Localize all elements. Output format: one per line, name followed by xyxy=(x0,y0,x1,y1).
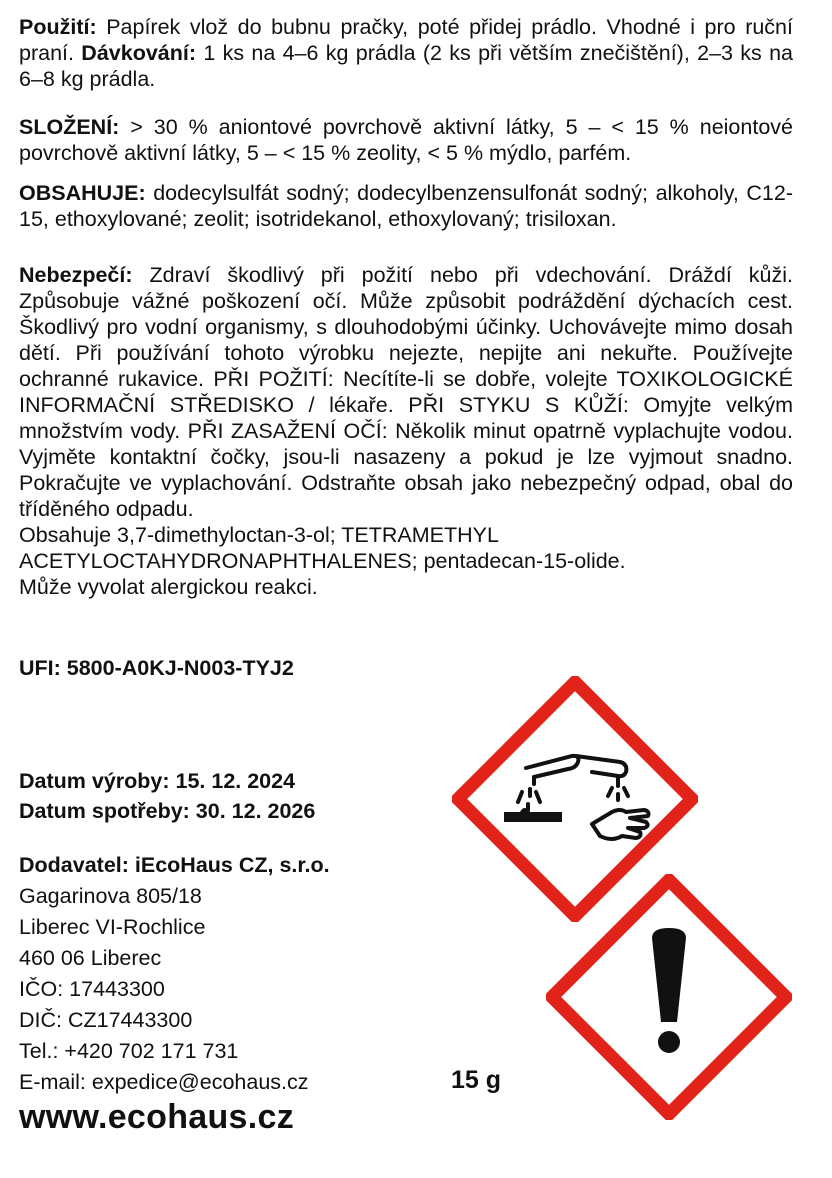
production-date: Datum výroby: 15. 12. 2024 xyxy=(19,769,296,793)
supplier-street: Gagarinova 805/18 xyxy=(19,884,202,908)
usage-label: Použití: xyxy=(19,15,97,39)
website-url: www.ecohaus.cz xyxy=(19,1098,295,1136)
supplier-city: 460 06 Liberec xyxy=(19,946,162,970)
contains-paragraph xyxy=(19,180,793,232)
dosage-text: 1 ks na 4–6 kg prádla (2 ks při větším znečištění), 2–3 ks na 6–8 kg prádla. xyxy=(19,41,793,91)
contains-label: OBSAHUJE: xyxy=(19,181,146,205)
net-weight: 15 g xyxy=(451,1066,502,1094)
hazard-text: Zdraví škodlivý při požití nebo při vdechování. Dráždí kůži. Způsobuje vážné poškození očí. Může způsobit podráždění dýchacích cest. Škodlivý pro vodní organismy, s dlouhodobými účinky. Uchovávejte mimo dosah dětí. Při používání tohoto výrobku nejezte, nepijte ani nekuřte. Používejte ochranné rukavice. PŘI POŽITÍ: Necítíte-li se dobře, volejte TOXIKOLOGICKÉ INFORMAČNÍ STŘEDISKO / lékaře. PŘI STYKU S KŮŽÍ: Omyjte velkým množstvím vody. PŘI ZASAŽENÍ OČÍ: Několik minut opatrně vyplachujte vodou. Vyjměte kontaktní čočky, jsou-li nasazeny a pokud je lze vyjmout snadno. Pokračujte ve vyplachování. Odstraňte obsah jako nebezpečný odpad, obal do tříděného odpadu. xyxy=(19,263,793,521)
fragrance-contains-line-2: ACETYLOCTAHYDRONAPHTHALENES; pentadecan-15-olide. xyxy=(19,549,626,573)
dates-block xyxy=(19,766,315,826)
hazard-paragraph xyxy=(19,262,793,600)
usage-paragraph xyxy=(19,14,793,92)
expiry-date: Datum spotřeby: 30. 12. 2026 xyxy=(19,799,316,823)
composition-text: > 30 % aniontové povrchově aktivní látky, 5 – < 15 % neiontové povrchově aktivní látky, 5 – < 15 % zeolity, < 5 % mýdlo, parfém. xyxy=(19,115,793,165)
supplier-title: Dodavatel: iEcoHaus CZ, s.r.o. xyxy=(19,853,330,877)
allergy-warning: Může vyvolat alergickou reakci. xyxy=(19,575,318,599)
supplier-phone: Tel.: +420 702 171 731 xyxy=(19,1039,239,1063)
exclamation-mark-icon xyxy=(546,874,792,1120)
supplier-block xyxy=(19,850,330,1098)
contains-text: dodecylsulfát sodný; dodecylbenzensulfonát sodný; alkoholy, C12-15, ethoxylované; zeolit; isotridekanol, ethoxylovaný; trisiloxan. xyxy=(19,181,793,231)
hazard-label: Nebezpečí: xyxy=(19,263,133,287)
supplier-ico: IČO: 17443300 xyxy=(19,977,165,1001)
usage-text: Papírek vlož do bubnu pračky, poté přidej prádlo. Vhodné i pro ruční praní. xyxy=(19,15,793,65)
supplier-email: E-mail: expedice@ecohaus.cz xyxy=(19,1070,309,1094)
fragrance-contains-line-1: Obsahuje 3,7-dimethyloctan-3-ol; TETRAMETHYL xyxy=(19,523,499,547)
ufi-code: UFI: 5800-A0KJ-N003-TYJ2 xyxy=(19,656,294,680)
dosage-label: Dávkování: xyxy=(81,41,197,65)
composition-label: SLOŽENÍ: xyxy=(19,115,120,139)
supplier-district: Liberec VI-Rochlice xyxy=(19,915,206,939)
composition-paragraph xyxy=(19,114,793,166)
supplier-dic: DIČ: CZ17443300 xyxy=(19,1008,193,1032)
